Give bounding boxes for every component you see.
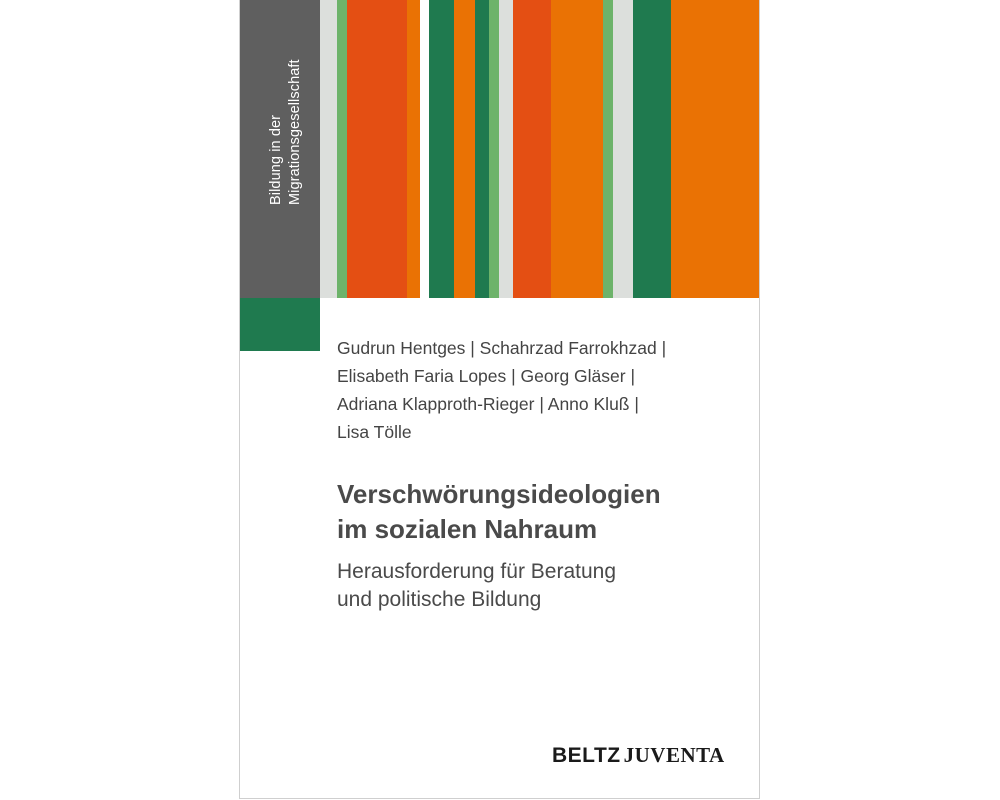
stripe [454, 0, 475, 298]
author-list [337, 334, 666, 446]
publisher-logo [552, 743, 725, 768]
book-cover [239, 0, 760, 799]
stripe [603, 0, 613, 298]
series-title-line-1: Bildung in der [268, 114, 284, 205]
title-line-1: Verschwörungsideologien [337, 479, 661, 509]
stripe [407, 0, 420, 298]
stripe [489, 0, 499, 298]
author-line: Elisabeth Faria Lopes | Georg Gläser | [337, 366, 635, 386]
stripe [420, 0, 429, 298]
series-band [240, 0, 320, 298]
author-line: Gudrun Hentges | Schahrzad Farrokhzad | [337, 338, 667, 358]
stripe [633, 0, 671, 298]
stripe [429, 0, 454, 298]
color-stripes [320, 0, 760, 298]
stripe [337, 0, 347, 298]
stripe [513, 0, 551, 298]
stripe [551, 0, 603, 298]
stripe [475, 0, 489, 298]
stripe [613, 0, 633, 298]
series-title [267, 59, 305, 205]
subtitle-line-1: Herausforderung für Beratung [337, 560, 616, 583]
accent-block [240, 298, 320, 351]
stripe [347, 0, 407, 298]
series-title-line-2: Migrationsgesellschaft [287, 59, 303, 205]
stripe [499, 0, 513, 298]
author-line: Adriana Klapproth-Rieger | Anno Kluß | [337, 394, 639, 414]
publisher-name-juventa: JUVENTA [623, 743, 725, 767]
stripe [671, 0, 760, 298]
title-line-2: im sozialen Nahraum [337, 514, 598, 544]
book-title [337, 477, 661, 547]
stripe [320, 0, 337, 298]
author-line: Lisa Tölle [337, 422, 412, 442]
subtitle-line-2: und politische Bildung [337, 588, 542, 611]
publisher-name-beltz: BELTZ [552, 744, 621, 767]
book-subtitle [337, 558, 616, 614]
